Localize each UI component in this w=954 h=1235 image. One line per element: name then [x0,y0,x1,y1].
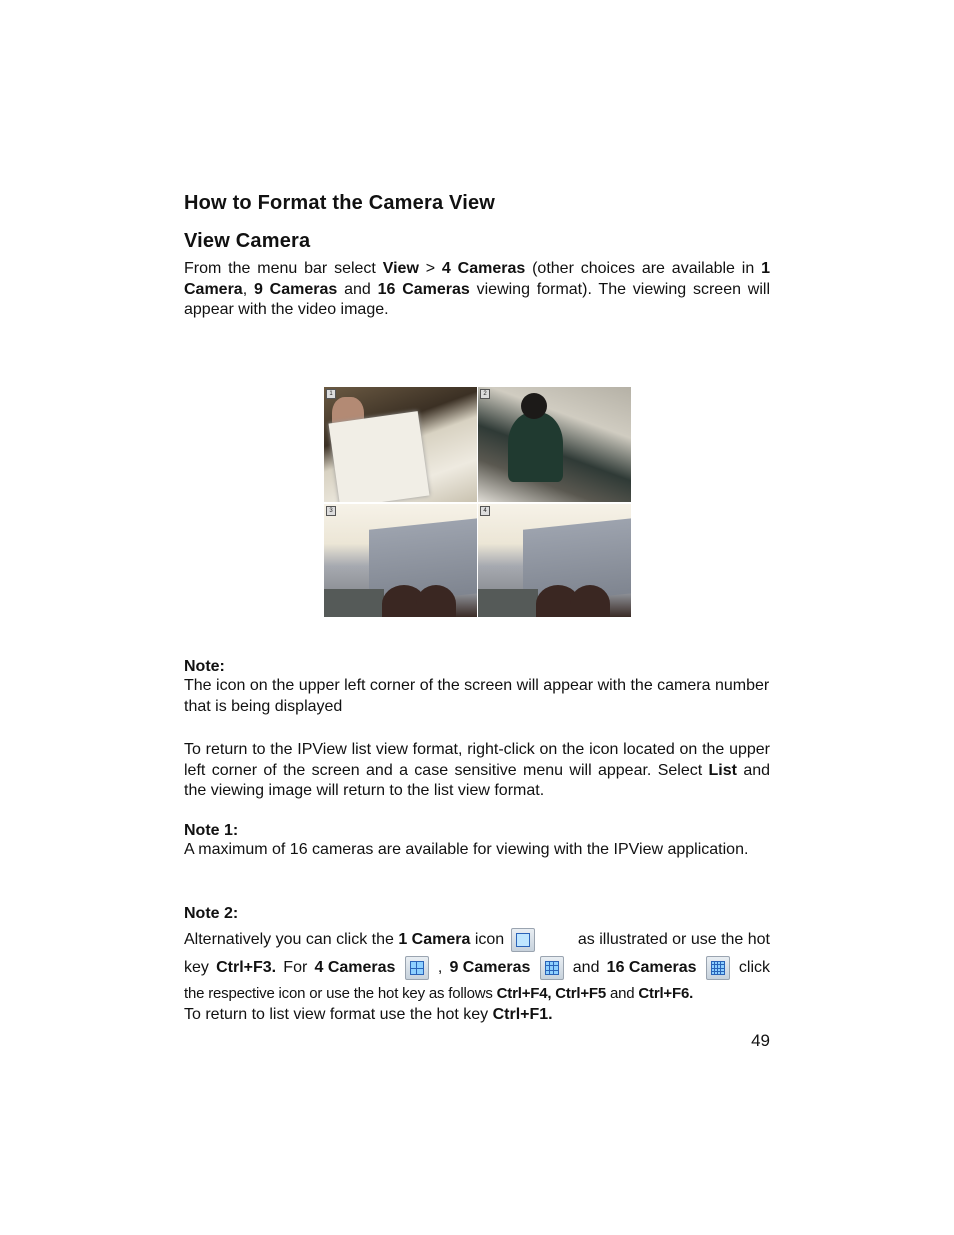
nine-cameras-icon[interactable] [540,956,564,980]
intro-paragraph: From the menu bar select View > 4 Cameras (other choices are available in 1 Camera, 9 Cameras and 16 Cameras viewing format). The viewing screen will appear with the video image. [184,260,771,318]
note-2-line-4: To return to list view format use the hot key Ctrl+F1. [184,1006,553,1023]
page-number: 49 [751,1031,770,1050]
camera-1-feed [324,387,477,502]
note-1-block [184,822,770,861]
one-camera-icon[interactable] [511,928,535,952]
section-title: How to Format the Camera View [184,192,496,214]
note-2-line-2: key Ctrl+F3. For 4 Cameras , 9 Cameras and 16 Cameras click [184,956,770,980]
camera-2-feed [478,387,631,502]
camera-4-feed [478,504,631,617]
four-cameras-icon[interactable] [405,956,429,980]
camera-number-icon: 2 [480,389,490,399]
note-1-label: Note 1: [184,822,239,839]
note-2-line-1: Alternatively you can click the 1 Camera icon as illustrated or use the hot [184,928,770,952]
camera-3-feed [324,504,477,617]
subsection-title: View Camera [184,230,311,252]
note-text: The icon on the upper left corner of the screen will appear with the camera number that is being displayed [184,677,770,715]
note-1-text: A maximum of 16 cameras are available for viewing with the IPView application. [184,841,749,858]
camera-number-icon: 4 [480,506,490,516]
note-2-line-3: the respective icon or use the hot key as follows Ctrl+F4, Ctrl+F5 and Ctrl+F6. [184,985,694,1002]
note-label: Note: [184,658,225,675]
sixteen-cameras-icon[interactable] [706,956,730,980]
camera-number-icon: 3 [326,506,336,516]
note-block [184,658,770,717]
camera-number-icon: 1 [326,389,336,399]
note-2-label: Note 2: [184,905,239,922]
four-camera-view-figure [324,387,631,617]
return-paragraph: To return to the IPView list view format, right-click on the icon located on the upper left corner of the screen and a case sensitive menu will appear. Select List and the viewing image will return to the list view format. [184,741,771,799]
